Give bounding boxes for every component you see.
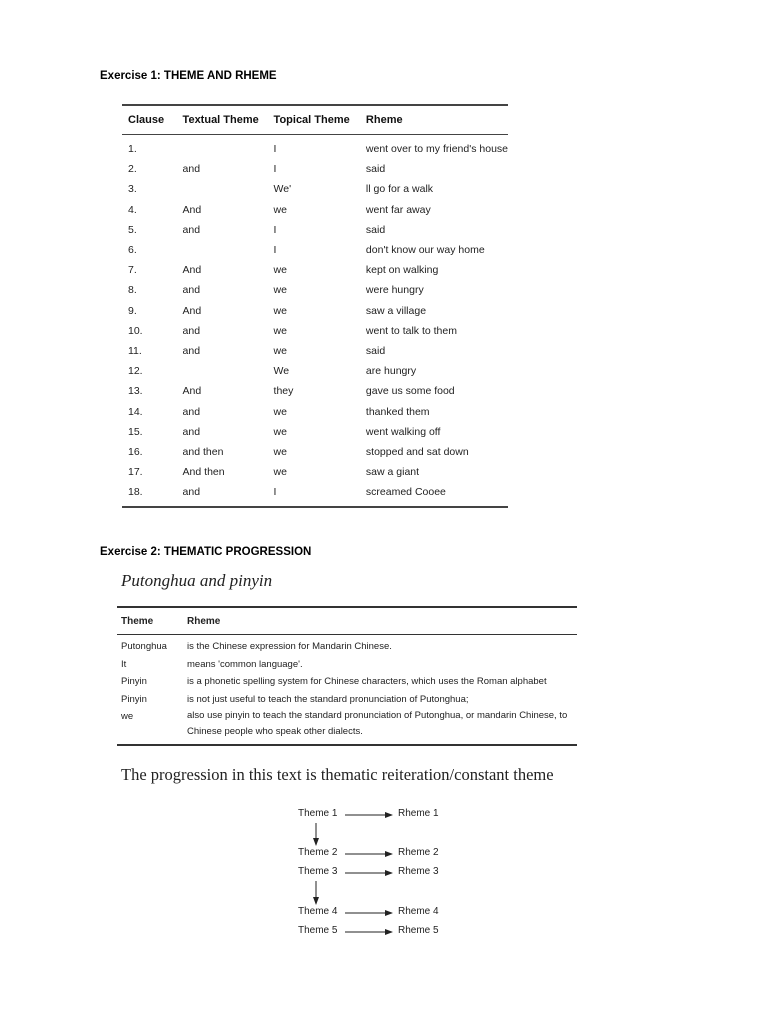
cell-clause: 5. (128, 223, 137, 236)
cell-rheme: is the Chinese expression for Mandarin Chinese. (187, 641, 392, 652)
diagram-theme-label: Theme 2 (298, 847, 338, 858)
cell-topical-theme: we (273, 324, 287, 337)
column-header-rheme: Rheme (183, 607, 577, 635)
cell-clause: 1. (128, 143, 137, 156)
cell-clause: 11. (128, 344, 142, 357)
cell-rheme: went over to my friend's house (365, 143, 508, 156)
cell-topical-theme: we (273, 203, 287, 216)
cell-topical-theme: I (273, 244, 277, 257)
cell-topical-theme: we (273, 344, 287, 357)
cell-clause: 17. (128, 466, 143, 479)
diagram-theme-label: Theme 5 (298, 925, 338, 936)
cell-theme: Pinyin (121, 693, 147, 705)
cell-rheme: stopped and sat down (365, 445, 469, 458)
cell-clause: 7. (128, 264, 137, 277)
cell-rheme: thanked them (365, 405, 430, 418)
cell-rheme: kept on walking (365, 264, 439, 277)
cell-rheme: saw a giant (365, 466, 420, 479)
progression-statement: The progression in this text is thematic reiteration/constant theme (121, 765, 554, 784)
cell-rheme: means 'common language'. (187, 658, 303, 670)
cell-rheme: is not just useful to teach the standard pronunciation of Putonghua; (187, 693, 469, 705)
cell-textual-theme: and (182, 163, 201, 176)
cell-textual-theme: And then (182, 466, 225, 479)
cell-topical-theme: I (273, 486, 277, 499)
column-header-clause: Clause (122, 105, 177, 135)
cell-clause: 4. (128, 203, 137, 216)
cell-rheme: also use pinyin to teach the standard pronunciation of Putonghua, or mandarin Chinese, to Chinese people who speak other dialects. (187, 710, 568, 738)
cell-topical-theme: We' (273, 183, 292, 196)
cell-topical-theme: We (273, 365, 290, 378)
column-header-textual-theme: Textual Theme (177, 105, 268, 135)
cell-topical-theme: we (273, 425, 287, 438)
cell-rheme: went far away (365, 203, 431, 216)
cell-textual-theme: and then (182, 445, 224, 458)
cell-clause: 14. (128, 405, 143, 418)
cell-rheme: said (365, 163, 386, 176)
cell-clause: 18. (128, 486, 143, 499)
cell-textual-theme: and (182, 425, 201, 438)
cell-rheme: saw a village (365, 304, 427, 317)
diagram-rheme-label: Rheme 4 (398, 906, 439, 917)
cell-theme: we (121, 711, 134, 723)
cell-theme: Putonghua (121, 641, 167, 652)
cell-rheme: said (365, 344, 386, 357)
diagram-rheme-label: Rheme 1 (398, 808, 439, 819)
cell-topical-theme: I (273, 223, 277, 236)
cell-rheme: said (365, 223, 386, 236)
cell-clause: 3. (128, 183, 137, 196)
cell-textual-theme: And (182, 264, 202, 277)
cell-theme: It (121, 658, 127, 670)
cell-textual-theme: and (182, 344, 201, 357)
cell-clause: 15. (128, 425, 143, 438)
cell-clause: 9. (128, 304, 137, 317)
cell-rheme: screamed Cooee (365, 486, 446, 499)
cell-topical-theme: I (273, 143, 277, 156)
column-header-topical-theme: Topical Theme (268, 105, 360, 135)
diagram-theme-label: Theme 3 (298, 866, 338, 877)
cell-rheme: went to talk to them (365, 324, 457, 337)
cell-clause: 6. (128, 244, 137, 257)
cell-rheme: went walking off (365, 425, 441, 438)
cell-textual-theme: and (182, 486, 201, 499)
cell-topical-theme: we (273, 445, 287, 458)
diagram-rheme-label: Rheme 3 (398, 866, 439, 877)
exercise1-heading: Exercise 1: THEME AND RHEME (100, 70, 277, 82)
cell-textual-theme: and (182, 324, 201, 337)
diagram-rheme-label: Rheme 5 (398, 925, 439, 936)
cell-topical-theme: they (273, 385, 294, 398)
cell-clause: 16. (128, 445, 143, 458)
cell-textual-theme: And (182, 304, 202, 317)
cell-topical-theme: we (273, 284, 287, 297)
cell-topical-theme: we (273, 304, 287, 317)
cell-rheme: are hungry (365, 365, 417, 378)
exercise2-heading: Exercise 2: THEMATIC PROGRESSION (100, 546, 312, 558)
diagram-theme-label: Theme 1 (298, 808, 338, 819)
cell-rheme: ll go for a walk (365, 183, 434, 196)
diagram-rheme-label: Rheme 2 (398, 847, 439, 858)
text-title: Putonghua and pinyin (121, 571, 273, 590)
cell-textual-theme: And (182, 385, 202, 398)
cell-clause: 8. (128, 284, 137, 297)
cell-clause: 2. (128, 163, 137, 176)
cell-clause: 13. (128, 385, 143, 398)
cell-theme: Pinyin (121, 676, 147, 688)
cell-rheme: gave us some food (365, 385, 455, 398)
cell-rheme: were hungry (365, 284, 424, 297)
cell-textual-theme: and (182, 284, 201, 297)
cell-textual-theme: and (182, 223, 201, 236)
cell-topical-theme: we (273, 466, 287, 479)
column-header-rheme: Rheme (360, 105, 508, 135)
cell-clause: 10. (128, 324, 143, 337)
cell-rheme: is a phonetic spelling system for Chinese characters, which uses the Roman alphabet (187, 676, 547, 688)
cell-clause: 12. (128, 365, 143, 378)
cell-topical-theme: I (273, 163, 277, 176)
cell-rheme: don't know our way home (365, 244, 485, 257)
diagram-theme-label: Theme 4 (298, 906, 338, 917)
cell-textual-theme: And (182, 203, 202, 216)
cell-textual-theme: and (182, 405, 201, 418)
cell-topical-theme: we (273, 264, 287, 277)
column-header-theme: Theme (117, 607, 183, 635)
cell-topical-theme: we (273, 405, 287, 418)
